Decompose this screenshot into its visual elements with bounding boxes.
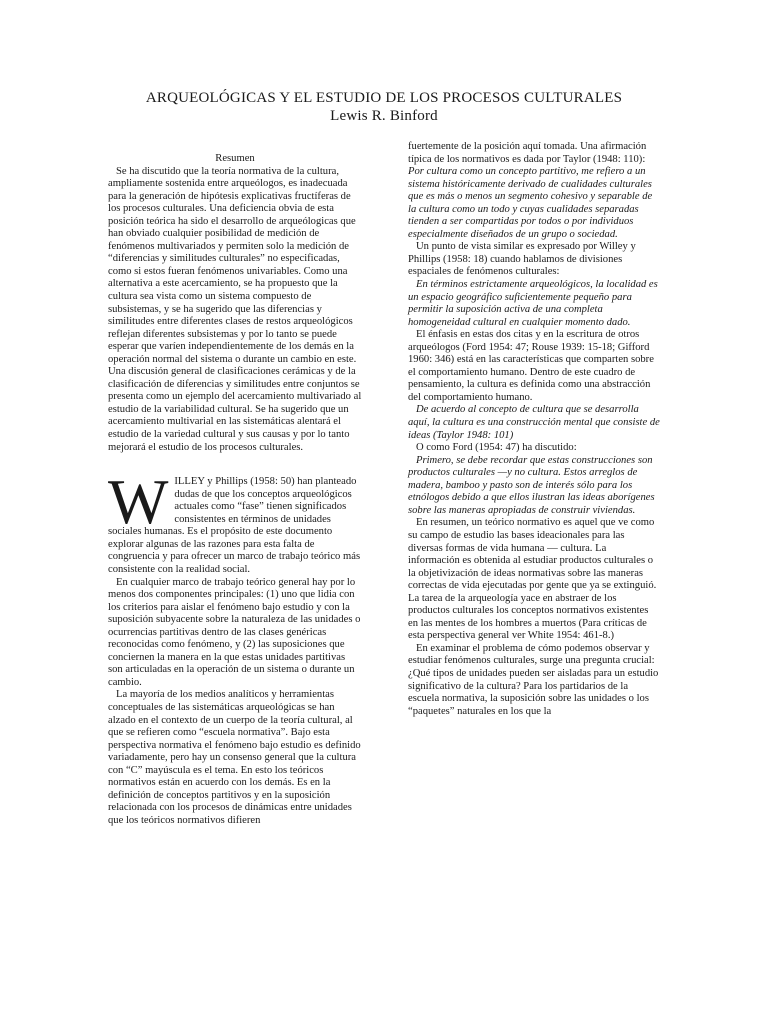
- body-paragraph-8: En resumen, un teórico normativo es aquel que ve como su campo de estudio las bases ideacionales para las diversas formas de vida humana — cultura. La información es obtenida al estudiar productos culturales o la objetivización de ideas normativas sobre las maneras correctas de vida ejecutadas por gente que ya se extinguió. La tarea de la arqueología yace en abstraer de los productos culturales los conceptos normativos existentes en las mentes de los hombres a muertos (Para críticas de esta perspectiva general ver White 1954: 461-8.): [408, 517, 657, 642]
- body-paragraph-4: fuertemente de la posición aquí tomada. Una afirmación típica de los normativos es dada por Taylor (1948: 110):: [408, 141, 647, 165]
- body-paragraph-3: La mayoría de los medios analíticos y herramientas conceptuales de las sistemáticas arqueológicas se han alzado en el contexto de un cuerpo de la teoría cultural, al que se refieren como “escuela normativa”. Bajo esta perspectiva normativa el fenómeno bajo estudio es definido variadamente, pero hay un consenso general que la cultura con “C” mayúscula es el tema. En esto los teóricos normativos están en acuerdo con los demás. Es en la definición de conceptos partitivos y en la suposición relacionada con los procesos de dinámicas entre unidades que los teóricos normativos difieren: [108, 689, 361, 826]
- quote-taylor: Por cultura como un concepto partitivo, me refiero a un sistema históricamente derivado de cualidades culturales que es más o menos un segmento cohesivo y separable de la cultura como un todo y cuyas cualidades separadas tienden a ser compartidas por todos o por individuos especialmente diseñados de un grupo o sociedad.: [408, 166, 653, 240]
- quote-taylor-2: De acuerdo al concepto de cultura que se desarrolla aquí, la cultura es una construcción mental que consiste de ideas (Taylor 1948: 101): [408, 404, 660, 441]
- body-paragraph-6: El énfasis en estas dos citas y en la escritura de otros arqueólogos (Ford 1954: 47; Rouse 1939: 15-18; Gifford 1960: 346) está en las características que comparten sobre el comportamiento humano. Dentro de este cuadro de pensamiento, la cultura es definida como una abstracción del comportamiento humano.: [408, 329, 654, 403]
- body-paragraph-5: Un punto de vista similar es expresado por Willey y Phillips (1958: 18) cuando hablamos de divisiones espaciales de fenómenos culturales:: [408, 241, 636, 278]
- body-paragraph-2: En cualquier marco de trabajo teórico general hay por lo menos dos componentes principales: (1) uno que lidia con los criterios para aislar el fenómeno bajo estudio y con la suposición subyacente sobre la naturaleza de las unidades o ocurrencias partitivas dentro de las clases genéricas reconocidas como fenómeno, y (2) las suposiciones que conciernen la manera en la que estas unidades partitivas son articuladas en la operación de un sistema o durante un cambio.: [108, 576, 361, 688]
- right-column: [408, 141, 660, 718]
- abstract-heading: Resumen: [215, 153, 255, 164]
- quote-ford: Primero, se debe recordar que estas construcciones son productos culturales —y no cultura. Estos arreglos de madera, bamboo y pasto son de interés sólo para los etnólogos debido a que ellos ilustran las ideas aborígenes sobre las maneras apropiadas de construir viviendas.: [408, 454, 655, 516]
- article-header: [0, 89, 768, 125]
- intro-paragraph: ILLEY y Phillips (1958: 50) han planteado dudas de que los conceptos arqueológicos actuales como “fase” tienen significados consistentes en términos de unidades sociales humanas. Es el propósito de este documento explorar algunas de las razones para esta falta de congruencia y para ofrecer un marco de trabajo teórico más consistente con la realidad social.: [108, 476, 361, 575]
- intro-block: [108, 466, 362, 576]
- body-paragraph-9: En examinar el problema de cómo podemos observar y estudiar fenómenos culturales, surge una pregunta crucial: ¿Qué tipos de unidades pueden ser aisladas para un estudio significativo de la cultura? Para los partidarios de la escuela normativa, la suposición sobre las unidades o los “paquetes” naturales en los que la: [408, 642, 659, 717]
- article-title: ARQUEOLÓGICAS Y EL ESTUDIO DE LOS PROCESOS CULTURALES: [145, 90, 623, 106]
- abstract-text: Se ha discutido que la teoría normativa de la cultura, ampliamente sostenida entre arqueólogos, es inadecuada para la generación de hipótesis explicativas fructíferas de los procesos culturales. Una deficiencia obvia de esta posición teórica ha sido el desarrollo de arqueólogicas que han obviado cualquier posibilidad de medición de fenómenos multivariados y permiten solo la medición de “diferencias y similitudes culturales” no especificadas, como si estos fueran fenómenos univariables. Como una alternativa a este acercamiento, se ha propuesto que la cultura sea vista como un sistema compuesto de subsistemas, y se ha sugerido que las diferencias y similitudes entre diferentes clases de restos arqueológicos reflejan diferentes subsistemas y por lo tanto se puede esperar que varíen independientemente de los demás en la operación normal del sistema o durante un cambio en este. Una discusión general de clasificaciones cerámicas y de la clasificación de diferencias y similitudes entre conjuntos se presenta como un ejemplo del acercamiento multivariado al estudio de la variabilidad cultural. Se ha sugerido que un acercamiento multivarial en las sistemáticas alentará el estudio de la variedad cultural y sus causas y por lo tanto mejorará el estudio de los procesos culturales.: [108, 165, 362, 453]
- quote-willey-phillips: En términos estrictamente arqueológicos, la localidad es un espacio geográfico suficientemente pequeño para permitir la suposición activa de una completa homogeneidad cultural en cualquier momento dado.: [408, 279, 658, 328]
- body-paragraph-7: O como Ford (1954: 47) ha discutido:: [416, 442, 577, 454]
- left-column: [108, 153, 362, 827]
- drop-cap: W: [108, 466, 169, 538]
- article-author: Lewis R. Binford: [330, 108, 438, 124]
